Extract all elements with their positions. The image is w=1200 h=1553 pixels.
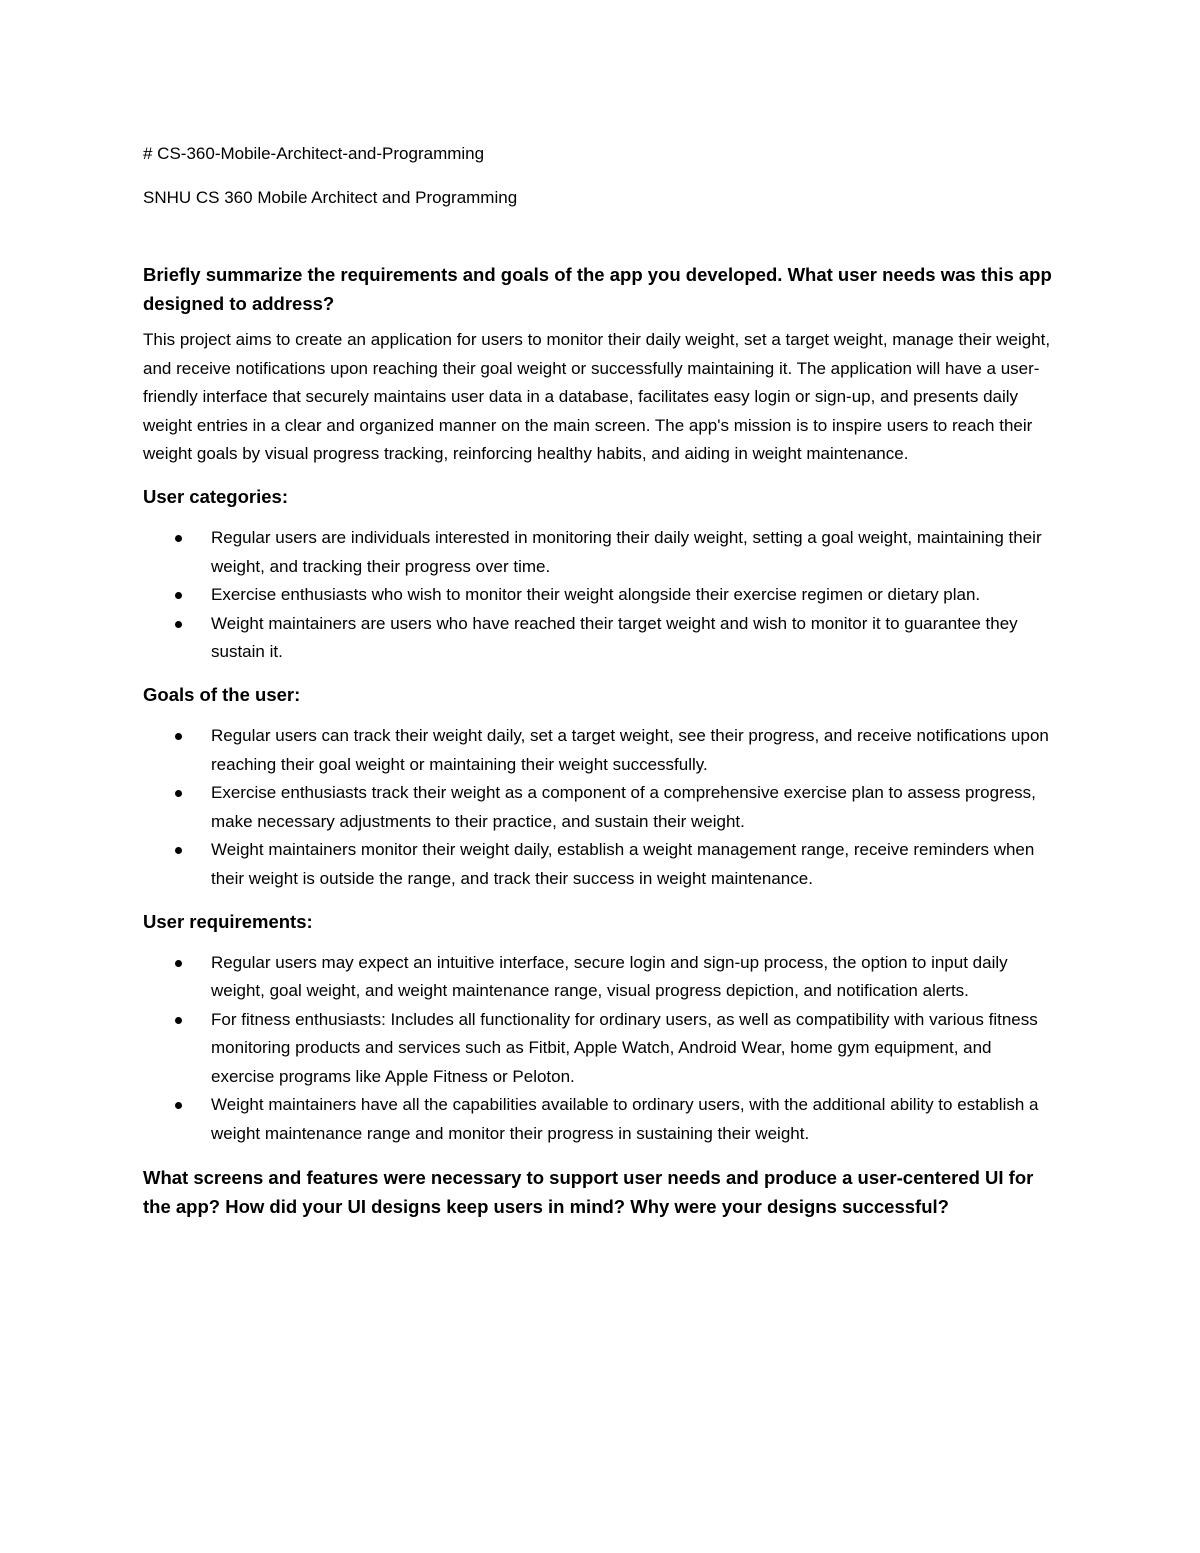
question-ui-design: What screens and features were necessary to support user needs and produce a user-centered UI for the app? How did your UI designs keep users in mind? Why were your designs successful? bbox=[143, 1166, 1034, 1217]
list-item-text: Weight maintainers monitor their weight daily, establish a weight management range, receive reminders when their weight is outside the range, and track their success in weight maintenance. bbox=[211, 840, 1035, 888]
list-item bbox=[143, 1006, 1058, 1092]
bullet-icon bbox=[175, 960, 182, 967]
list-item bbox=[143, 581, 1058, 610]
list-item-text: Regular users are individuals interested in monitoring their daily weight, setting a goal weight, maintaining their weight, and tracking their progress over time. bbox=[211, 527, 1042, 576]
list-item bbox=[143, 1091, 1058, 1148]
summary-paragraph: This project aims to create an application for users to monitor their daily weight, set a target weight, manage their weight, and receive notifications upon reaching their goal weight or successfully maintaining it. The application will have a user-friendly interface that securely maintains user data in a database, facilitates easy login or sign-up, and presents daily weight entries in a clear and organized manner on the main screen. The app's mission is to inspire users to reach their weight goals by visual progress tracking, reinforcing healthy habits, and aiding in weight maintenance. bbox=[143, 330, 1051, 464]
bullet-icon bbox=[175, 592, 182, 599]
list-item bbox=[143, 722, 1058, 779]
list-item bbox=[143, 779, 1058, 836]
bullet-icon bbox=[175, 621, 182, 628]
section-heading-user-categories: User categories: bbox=[143, 485, 288, 507]
repo-title: # CS-360-Mobile-Architect-and-Programming bbox=[143, 144, 485, 163]
document-body bbox=[143, 140, 1058, 1221]
list-item bbox=[143, 524, 1058, 581]
list-item-text: For fitness enthusiasts: Includes all functionality for ordinary users, as well as compatibility with various fitness monitoring products and services such as Fitbit, Apple Watch, Android Wear, home gym equipment, and exercise programs like Apple Fitness or Peloton. bbox=[211, 1009, 1038, 1086]
bullet-icon bbox=[175, 733, 182, 740]
list-item bbox=[143, 610, 1058, 667]
user-goals-list bbox=[143, 722, 1058, 894]
section-heading-user-requirements: User requirements: bbox=[143, 910, 313, 932]
list-item bbox=[143, 836, 1058, 893]
list-item-text: Regular users can track their weight daily, set a target weight, see their progress, and receive notifications upon reaching their goal weight or maintaining their weight successfully. bbox=[211, 725, 1049, 774]
list-item-text: Exercise enthusiasts who wish to monitor their weight alongside their exercise regimen or dietary plan. bbox=[211, 585, 981, 605]
course-title: SNHU CS 360 Mobile Architect and Programming bbox=[143, 188, 518, 207]
bullet-icon bbox=[175, 847, 182, 854]
list-item-text: Weight maintainers are users who have reached their target weight and wish to monitor it to guarantee they sustain it. bbox=[211, 613, 1018, 662]
section-heading-user-goals: Goals of the user: bbox=[143, 683, 301, 705]
bullet-icon bbox=[175, 535, 182, 542]
bullet-icon bbox=[175, 1017, 182, 1024]
user-requirements-list bbox=[143, 949, 1058, 1149]
question-summary: Briefly summarize the requirements and goals of the app you developed. What user needs was this app designed to address? bbox=[143, 264, 1052, 314]
list-item-text: Exercise enthusiasts track their weight as a component of a comprehensive exercise plan to assess progress, make necessary adjustments to their practice, and sustain their weight. bbox=[211, 783, 1036, 831]
user-categories-list bbox=[143, 524, 1058, 667]
list-item-text: Weight maintainers have all the capabilities available to ordinary users, with the additional ability to establish a weight maintenance range and monitor their progress in sustaining their weight. bbox=[211, 1095, 1039, 1144]
list-item bbox=[143, 949, 1058, 1006]
list-item-text: Regular users may expect an intuitive interface, secure login and sign-up process, the option to input daily weight, goal weight, and weight maintenance range, visual progress depiction, and notification alerts. bbox=[211, 952, 1008, 1001]
bullet-icon bbox=[175, 790, 182, 797]
bullet-icon bbox=[175, 1102, 182, 1109]
